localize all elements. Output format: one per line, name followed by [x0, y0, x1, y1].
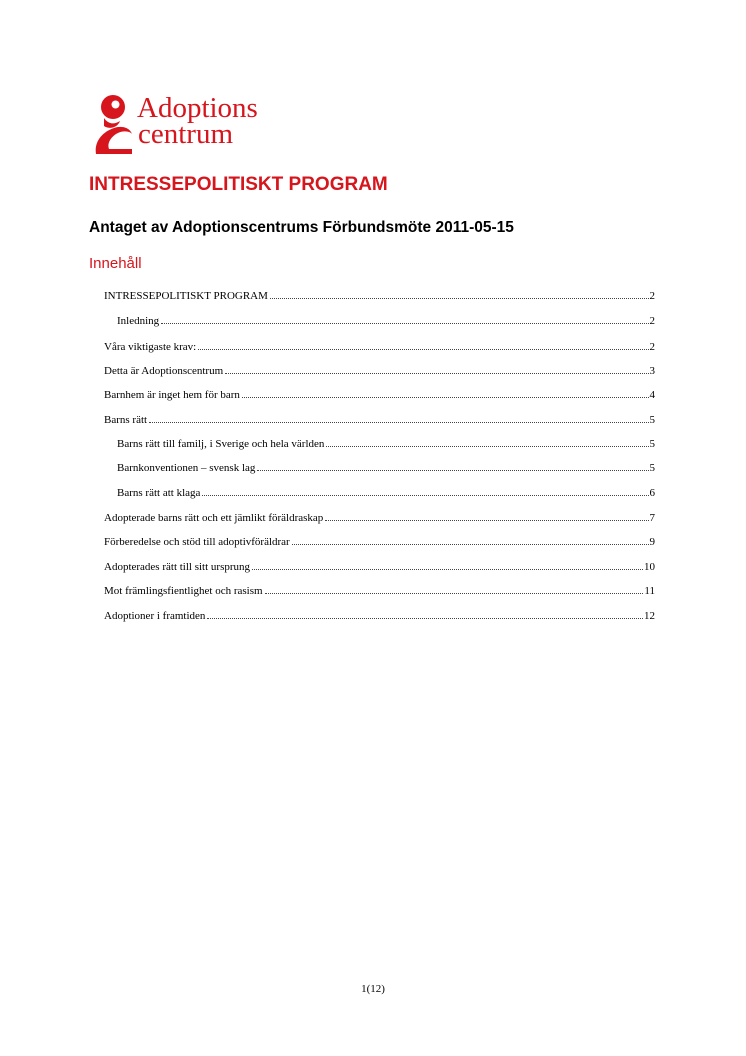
toc-dot-leader: [161, 323, 648, 324]
toc-entry-title: Barnhem är inget hem för barn: [104, 389, 240, 401]
toc-entry-title: Våra viktigaste krav:: [104, 341, 197, 353]
toc-dot-leader: [242, 397, 649, 398]
toc-entry-page: 9: [649, 536, 655, 548]
toc-entry[interactable]: [104, 584, 655, 598]
toc-entry[interactable]: [117, 461, 655, 475]
toc-entry-title: Barns rätt: [104, 414, 148, 426]
toc-dot-leader: [265, 593, 644, 594]
toc-entry[interactable]: [117, 314, 655, 328]
toc-dot-leader: [198, 349, 648, 350]
document-title: INTRESSEPOLITISKT PROGRAM: [89, 174, 388, 195]
logo-line-2: centrum: [138, 118, 234, 150]
toc-dot-leader: [292, 544, 649, 545]
toc-entry-page: 2: [649, 315, 655, 327]
toc-entry[interactable]: [104, 413, 655, 427]
toc-entry[interactable]: [117, 437, 655, 451]
toc-entry-page: 2: [649, 290, 655, 302]
toc-dot-leader: [257, 470, 648, 471]
toc-entry-page: 7: [649, 512, 655, 524]
toc-entry-title: Mot främlingsfientlighet och rasism: [104, 585, 263, 597]
page-number-footer: 1(12): [361, 983, 385, 995]
toc-entry[interactable]: [104, 560, 655, 574]
toc-entry-title: INTRESSEPOLITISKT PROGRAM: [104, 290, 268, 302]
document-subtitle: Antaget av Adoptionscentrums Förbundsmöte 2011-05-15: [89, 219, 514, 236]
toc-dot-leader: [149, 422, 648, 423]
toc-entry[interactable]: [104, 609, 655, 623]
toc-entry[interactable]: [104, 340, 655, 354]
toc-entry-title: Detta är Adoptionscentrum: [104, 365, 224, 377]
toc-dot-leader: [270, 298, 649, 299]
toc-dot-leader: [207, 618, 643, 619]
toc-dot-leader: [326, 446, 648, 447]
toc-entry-page: 3: [649, 365, 655, 377]
toc-heading: Innehåll: [89, 255, 142, 272]
toc-entry-title: Barns rätt att klaga: [117, 487, 201, 499]
toc-entry-page: 5: [649, 462, 655, 474]
toc-entry-title: Inledning: [117, 315, 160, 327]
toc-entry-title: Adopterade barns rätt och ett jämlikt föräldraskap: [104, 512, 324, 524]
toc-entry-page: 6: [649, 487, 655, 499]
toc-entry-title: Adoptioner i framtiden: [104, 610, 206, 622]
toc-entry[interactable]: [104, 511, 655, 525]
toc-entry-page: 11: [644, 585, 655, 597]
toc-entry-title: Barns rätt till familj, i Sverige och hela världen: [117, 438, 325, 450]
toc-entry[interactable]: [104, 364, 655, 378]
toc-entry-page: 2: [649, 341, 655, 353]
toc-entry-page: 10: [644, 561, 655, 573]
toc-entry-page: 4: [649, 389, 655, 401]
toc-entry-page: 5: [649, 438, 655, 450]
toc-dot-leader: [325, 520, 648, 521]
toc-entry[interactable]: [104, 388, 655, 402]
toc-entry[interactable]: [117, 486, 655, 500]
toc-dot-leader: [225, 373, 648, 374]
logo-line-1: Adoptions: [137, 92, 258, 124]
toc-dot-leader: [202, 495, 648, 496]
toc-entry-title: Barnkonventionen – svensk lag: [117, 462, 256, 474]
toc-entry-title: Förberedelse och stöd till adoptivföräldrar: [104, 536, 290, 548]
toc-entry[interactable]: [104, 535, 655, 549]
toc-entry-page: 5: [649, 414, 655, 426]
toc-entry[interactable]: [104, 289, 655, 303]
toc-entry-title: Adopterades rätt till sitt ursprung: [104, 561, 251, 573]
toc-entry-page: 12: [644, 610, 655, 622]
toc-dot-leader: [252, 569, 643, 570]
